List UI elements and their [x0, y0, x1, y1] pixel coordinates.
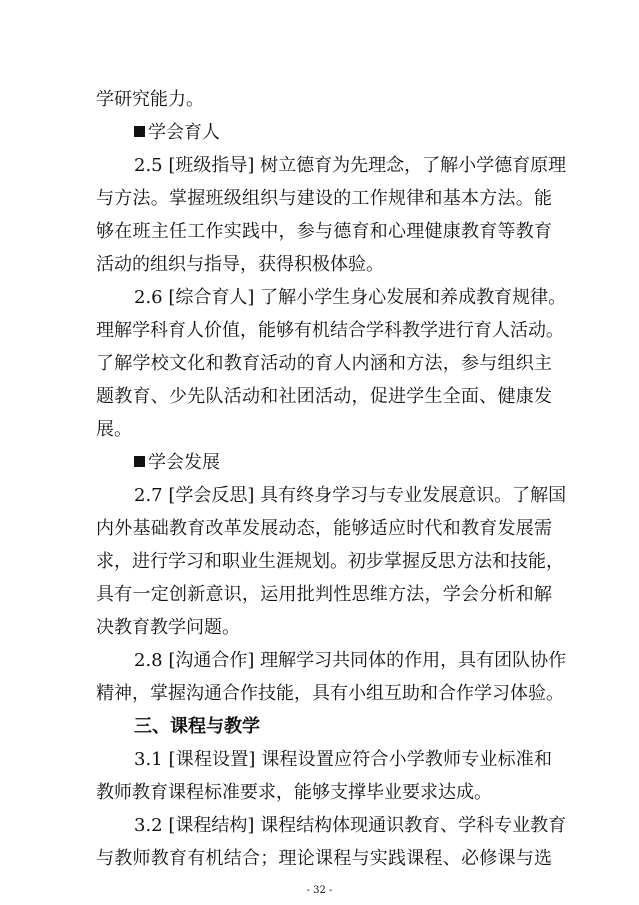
text-line: 2.8 [沟通合作] 理解学习共同体的作用，具有团队协作	[134, 650, 567, 671]
text-line: 2.7 [学会反思] 具有终身学习与专业发展意识。了解国	[134, 485, 567, 506]
text-line: 2.5 [班级指导] 树立德育为先理念，了解小学德育原理	[134, 155, 567, 176]
text-line: 教师教育课程标准要求，能够支撑毕业要求达成。	[96, 782, 492, 803]
bullet-heading	[134, 451, 552, 475]
square-bullet-icon	[134, 456, 145, 467]
text-line: 活动的组织与指导，获得积极体验。	[96, 254, 384, 275]
text-line: 具有一定创新意识，运用批判性思维方法，学会分析和解	[96, 584, 552, 605]
text-line: 决教育教学问题。	[96, 617, 240, 638]
text-line: 题教育、少先队活动和社团活动，促进学生全面、健康发	[96, 386, 552, 407]
text-line: 3.1 [课程设置] 课程设置应符合小学教师专业标准和	[134, 749, 552, 770]
square-bullet-icon	[134, 126, 145, 137]
bullet-heading-label: 学会育人	[148, 122, 220, 143]
text-line: 2.6 [综合育人] 了解小学生身心发展和养成教育规律。	[134, 287, 567, 308]
text-line: 了解学校文化和教育活动的育人内涵和方法，参与组织主	[96, 353, 552, 374]
text-line: 与方法。掌握班级组织与建设的工作规律和基本方法。能	[96, 188, 552, 209]
text-line: 学研究能力。	[96, 89, 204, 110]
text-line: 够在班主任工作实践中，参与德育和心理健康教育等教育	[96, 221, 552, 242]
bullet-heading-label: 学会发展	[148, 452, 220, 473]
text-line: 精神，掌握沟通合作技能，具有小组互助和合作学习体验。	[96, 683, 564, 704]
section-heading: 三、课程与教学	[134, 716, 260, 737]
bullet-heading	[134, 121, 552, 145]
text-line: 3.2 [课程结构] 课程结构体现通识教育、学科专业教育	[134, 815, 567, 836]
text-line: 理解学科育人价值，能够有机结合学科教学进行育人活动。	[96, 320, 564, 341]
text-line: 内外基础教育改革发展动态，能够适应时代和教育发展需	[96, 518, 552, 539]
page-number: - 32 -	[306, 885, 333, 896]
text-line: 与教师教育有机结合；理论课程与实践课程、必修课与选	[96, 848, 552, 869]
text-line: 求，进行学习和职业生涯规划。初步掌握反思方法和技能，	[96, 551, 564, 572]
text-line: 展。	[96, 419, 132, 440]
